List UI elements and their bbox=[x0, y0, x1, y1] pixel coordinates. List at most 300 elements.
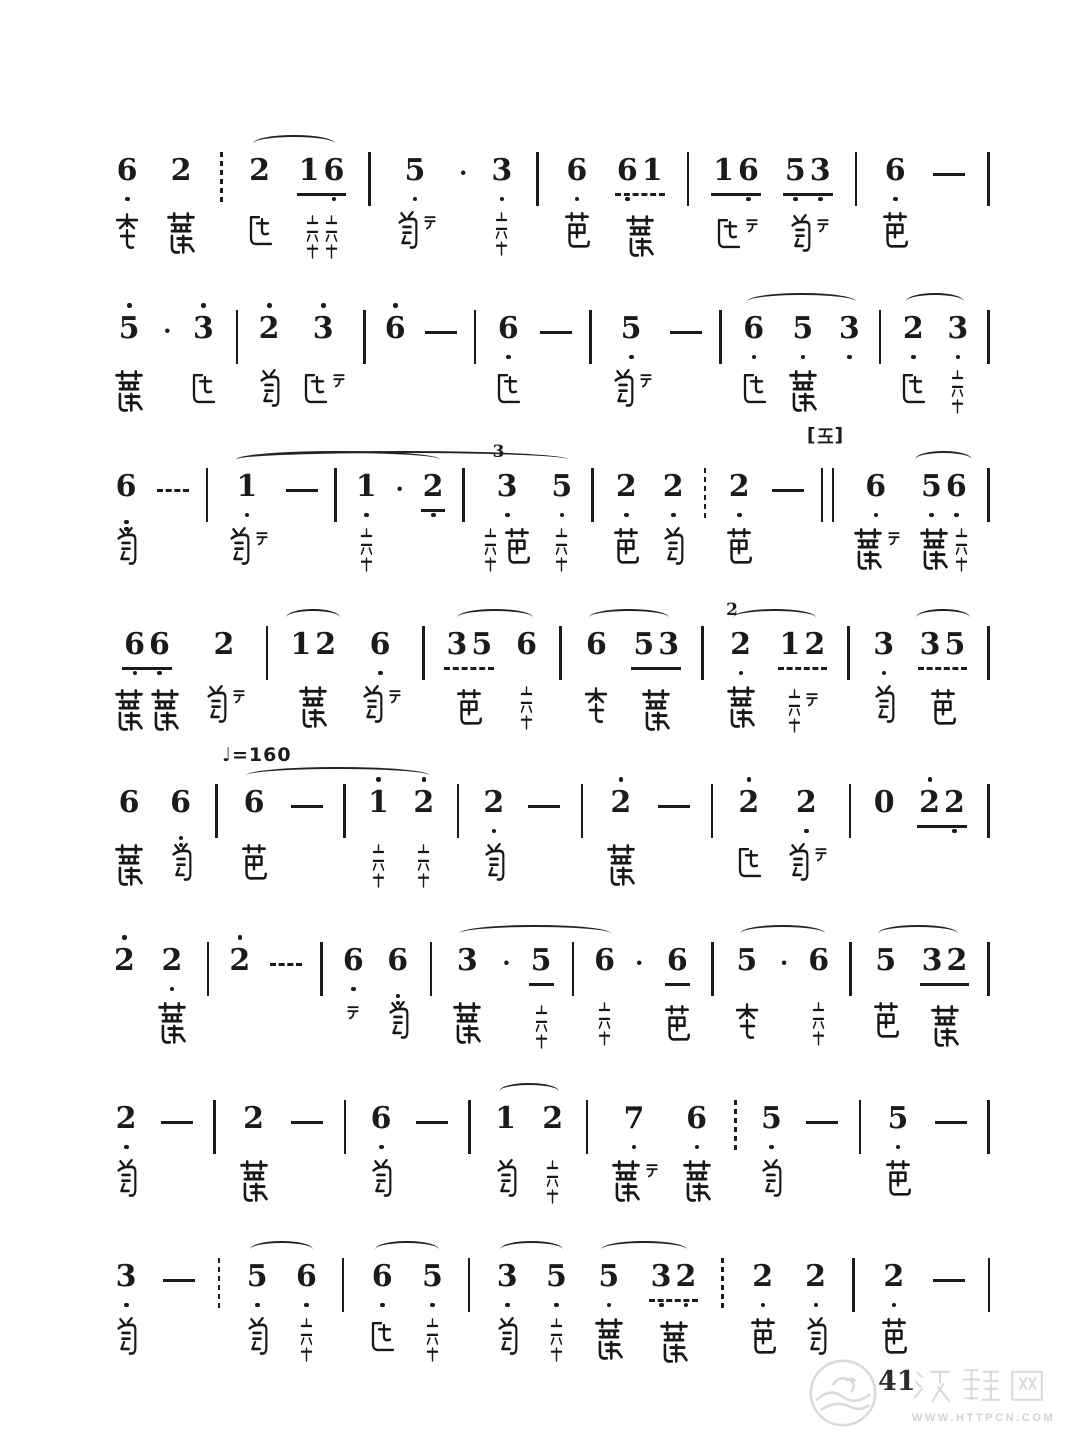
octave-dot-above bbox=[238, 935, 243, 940]
jianpu-note bbox=[117, 310, 142, 351]
jianpu-digit: 6 bbox=[122, 626, 147, 664]
jianpu-note bbox=[421, 468, 446, 512]
score-cell bbox=[870, 626, 898, 747]
tablature-cell bbox=[561, 211, 593, 273]
jianpu-digit: 2 bbox=[881, 1258, 906, 1296]
barline bbox=[849, 784, 852, 838]
score-cell bbox=[933, 1258, 965, 1282]
tablature-cell bbox=[592, 1317, 626, 1379]
score-cell bbox=[163, 310, 171, 352]
octave-dots-below bbox=[179, 836, 184, 841]
jianpu-note bbox=[234, 468, 259, 509]
score-cell bbox=[112, 468, 140, 589]
jianpu-digit: 5 bbox=[759, 1100, 784, 1138]
grace-note: 2 bbox=[726, 600, 738, 620]
jianpu-digit: 2 bbox=[227, 942, 252, 980]
jianpu-digit: 6 bbox=[564, 152, 589, 190]
score-cell bbox=[561, 152, 593, 273]
tablature-glyph bbox=[202, 685, 230, 726]
watermark-url: WWW.HTTPCN.COM bbox=[912, 1412, 1056, 1424]
jianpu-note bbox=[684, 1100, 709, 1141]
tablature-glyph bbox=[112, 211, 142, 252]
barline bbox=[849, 942, 852, 996]
slur-arc bbox=[499, 1083, 559, 1100]
score-cell bbox=[164, 152, 198, 273]
barline bbox=[987, 468, 990, 522]
tablature-glyph bbox=[680, 1159, 714, 1204]
score-cell bbox=[300, 310, 346, 431]
octave-dot-above bbox=[321, 303, 326, 308]
jianpu-note bbox=[366, 784, 391, 825]
jianpu-note bbox=[492, 442, 520, 509]
octave-dot-below bbox=[607, 1303, 612, 1308]
jianpu-note bbox=[726, 600, 753, 667]
tablature-cell bbox=[870, 1001, 902, 1063]
jianpu-digit: 1 bbox=[495, 1101, 516, 1136]
tablature-cell bbox=[245, 211, 275, 273]
octave-dot-below bbox=[364, 513, 369, 518]
jianpu-digit: 1 bbox=[234, 468, 259, 506]
jianpu-digit: 6 bbox=[684, 1100, 709, 1138]
jianpu-note bbox=[370, 1258, 395, 1299]
tablature-glyph bbox=[237, 1159, 271, 1204]
tablature-glyph bbox=[805, 691, 819, 707]
tablature-cell bbox=[167, 843, 195, 905]
tablature-glyph bbox=[604, 843, 638, 888]
tablature-cell bbox=[188, 369, 218, 431]
tablature-glyph bbox=[358, 527, 375, 574]
score-cell bbox=[898, 310, 928, 431]
duration-dash bbox=[161, 1121, 193, 1124]
jianpu-digit: 1 bbox=[298, 153, 320, 188]
tablature-cell bbox=[480, 843, 508, 905]
jianpu-note bbox=[711, 152, 761, 196]
octave-dot-below bbox=[911, 355, 916, 360]
octave-dot-below bbox=[892, 1303, 897, 1308]
score-cell bbox=[395, 468, 403, 510]
slur-arc bbox=[286, 609, 340, 626]
jianpu-digit: 1 bbox=[354, 468, 379, 506]
jianpu-digit: 6 bbox=[516, 627, 538, 662]
slur-arc bbox=[915, 451, 972, 468]
jianpu-note bbox=[168, 784, 193, 825]
tablature-glyph bbox=[112, 369, 146, 414]
jianpu-digit: 6 bbox=[369, 1100, 394, 1138]
tablature-glyph bbox=[358, 685, 386, 726]
jianpu-digit: 6 bbox=[594, 943, 615, 978]
score-cell bbox=[847, 626, 850, 680]
score-cell bbox=[266, 626, 269, 680]
octave-dot-below bbox=[684, 1303, 689, 1308]
jianpu-digit: 2 bbox=[946, 943, 968, 978]
tablature-cell bbox=[927, 688, 959, 750]
jianpu-digit: 7 bbox=[622, 1100, 647, 1138]
jianpu-digit: 3 bbox=[114, 1258, 139, 1296]
tablature-cell bbox=[112, 211, 142, 273]
tablature-cell bbox=[732, 1001, 762, 1063]
octave-dot-above bbox=[122, 935, 127, 940]
tablature-cell bbox=[370, 843, 387, 905]
jianpu-note bbox=[122, 626, 172, 670]
octave-dot-below bbox=[413, 197, 418, 202]
score-cell bbox=[609, 310, 653, 431]
grace-note: 3 bbox=[492, 442, 505, 462]
score-cell bbox=[852, 1258, 855, 1312]
jianpu-digit: 6 bbox=[385, 942, 410, 980]
octave-dot-below bbox=[761, 1303, 766, 1308]
tablature-glyph bbox=[450, 1001, 484, 1046]
tablature-cell bbox=[367, 1317, 397, 1379]
jianpu-note bbox=[736, 784, 761, 825]
jianpu-note bbox=[115, 152, 140, 193]
tablature-glyph bbox=[544, 1159, 561, 1206]
jianpu-note bbox=[945, 310, 970, 351]
tablature-cell bbox=[604, 843, 638, 905]
tablature-glyph bbox=[757, 1159, 785, 1200]
octave-dot-below bbox=[560, 513, 565, 518]
jianpu-digit: 2 bbox=[901, 310, 926, 348]
barline bbox=[572, 942, 575, 996]
score-cell bbox=[988, 1258, 991, 1312]
jianpu-note bbox=[493, 1100, 518, 1141]
octave-dot-below bbox=[847, 355, 852, 360]
tablature-cell bbox=[424, 1317, 441, 1379]
tablature-glyph bbox=[786, 214, 814, 255]
jianpu-digit: 2 bbox=[804, 627, 826, 662]
score-cell bbox=[659, 468, 687, 589]
duration-dash bbox=[270, 963, 302, 966]
score-cell bbox=[163, 1258, 195, 1282]
barline bbox=[987, 1100, 990, 1154]
barline bbox=[704, 468, 707, 522]
tablature-cell bbox=[112, 843, 146, 905]
watermark-char-cheng-icon bbox=[959, 1364, 1001, 1406]
tablature-cell bbox=[112, 688, 182, 750]
score-cell bbox=[780, 942, 788, 984]
score-cell bbox=[851, 468, 901, 589]
tablature-glyph bbox=[384, 1001, 412, 1042]
octave-dot-below bbox=[804, 829, 809, 834]
tablature-cell bbox=[609, 369, 653, 431]
tablature-glyph bbox=[243, 1317, 271, 1358]
barline bbox=[422, 626, 425, 680]
jianpu-note bbox=[873, 942, 898, 983]
tablature-glyph bbox=[112, 688, 146, 733]
watermark-char-wang-icon bbox=[1006, 1364, 1048, 1406]
jianpu-note bbox=[420, 1258, 445, 1299]
jianpu-digit: 2 bbox=[727, 468, 752, 506]
jianpu-digit: 2 bbox=[942, 784, 967, 822]
tablature-glyph bbox=[480, 843, 508, 884]
score-cell bbox=[202, 626, 246, 747]
slur-arc bbox=[253, 135, 335, 152]
tablature-glyph bbox=[661, 1004, 693, 1045]
tablature-cell bbox=[300, 369, 346, 431]
jianpu-note bbox=[489, 152, 514, 193]
jianpu-note bbox=[354, 468, 379, 509]
score-cell bbox=[987, 1100, 990, 1154]
barline bbox=[721, 1258, 724, 1312]
tablature-glyph bbox=[734, 843, 764, 880]
jianpu-digit: 6 bbox=[615, 152, 640, 190]
score-cell bbox=[363, 310, 366, 364]
tablature-glyph bbox=[164, 211, 198, 256]
jianpu-note bbox=[794, 784, 819, 825]
tablature-glyph bbox=[393, 211, 421, 252]
tablature-glyph bbox=[493, 211, 510, 258]
score-cell bbox=[368, 152, 371, 206]
score-cell bbox=[342, 1258, 345, 1312]
jianpu-note bbox=[883, 152, 908, 193]
jianpu-note bbox=[227, 942, 252, 983]
barline bbox=[988, 1258, 991, 1312]
jianpu-digit: 3 bbox=[311, 310, 336, 348]
jianpu-digit: 6 bbox=[383, 310, 408, 348]
octave-dot-below bbox=[170, 987, 175, 992]
tablature-cell bbox=[734, 843, 764, 905]
tablature-glyph bbox=[332, 372, 346, 388]
tablature-glyph bbox=[112, 1159, 140, 1200]
page-footer bbox=[804, 1330, 1064, 1446]
score-cell bbox=[734, 1100, 737, 1154]
jianpu-digit: 3 bbox=[658, 627, 680, 662]
score-cell bbox=[732, 942, 762, 1063]
score-cell bbox=[421, 468, 446, 512]
score-cell bbox=[489, 152, 514, 273]
barline bbox=[206, 468, 209, 522]
octave-dot-below bbox=[500, 197, 505, 202]
tablature-glyph bbox=[657, 1320, 691, 1365]
tablature-glyph bbox=[917, 527, 951, 572]
jianpu-digit: 6 bbox=[586, 627, 607, 662]
tablature-glyph bbox=[747, 1317, 779, 1358]
jianpu-digit: 5 bbox=[783, 152, 808, 190]
octave-dot-below bbox=[431, 513, 436, 518]
tablature-cell bbox=[544, 1159, 561, 1221]
octave-dot-below bbox=[351, 987, 356, 992]
barline bbox=[847, 626, 850, 680]
jianpu-digit: 5 bbox=[790, 310, 815, 348]
tablature-cell bbox=[786, 214, 830, 276]
barline bbox=[344, 1100, 347, 1154]
octave-dot-below bbox=[896, 1145, 901, 1150]
score-cell bbox=[917, 468, 970, 589]
jianpu-note bbox=[245, 1258, 270, 1299]
jianpu-digit: 3 bbox=[446, 627, 468, 662]
score-cell bbox=[631, 626, 681, 750]
tablature-cell bbox=[949, 369, 966, 431]
jianpu-note bbox=[247, 152, 272, 193]
score-cell bbox=[188, 310, 218, 431]
slur-arc bbox=[457, 609, 533, 626]
score-cell bbox=[236, 310, 239, 364]
tablature-cell bbox=[786, 688, 819, 750]
barline bbox=[213, 1100, 216, 1154]
jianpu-digit: 5 bbox=[549, 468, 574, 506]
octave-dot-below bbox=[671, 513, 676, 518]
tablature-glyph bbox=[953, 527, 970, 574]
jianpu-note bbox=[212, 626, 237, 667]
jianpu-note bbox=[920, 942, 970, 986]
slur-arc bbox=[747, 293, 856, 310]
score-cell bbox=[270, 942, 302, 966]
tablature-cell bbox=[164, 211, 198, 273]
slur-arc bbox=[589, 609, 669, 626]
barline bbox=[734, 1100, 737, 1154]
octave-dot-below bbox=[625, 197, 630, 202]
jianpu-digit: 5 bbox=[403, 152, 428, 190]
duration-dash bbox=[933, 1279, 965, 1282]
score-cell bbox=[411, 784, 436, 905]
score-cell bbox=[112, 942, 137, 983]
score-cell bbox=[649, 1258, 699, 1382]
duration-dash bbox=[425, 331, 457, 334]
score-cell bbox=[155, 942, 189, 1063]
jianpu-note bbox=[790, 310, 815, 351]
jianpu-digit: 2 bbox=[257, 310, 282, 348]
score-cell bbox=[704, 468, 707, 522]
score-cell bbox=[609, 1100, 659, 1221]
score-cell bbox=[806, 1100, 838, 1124]
score-cell bbox=[559, 626, 562, 680]
barline bbox=[987, 784, 990, 838]
jianpu-digit: 3 bbox=[837, 310, 862, 348]
system-row bbox=[112, 310, 990, 462]
score-cell bbox=[589, 310, 592, 364]
jianpu-note bbox=[241, 1100, 266, 1141]
score-cell bbox=[457, 784, 460, 838]
score-cell bbox=[393, 152, 437, 273]
score-cell bbox=[334, 468, 337, 522]
tablature-cell bbox=[810, 1001, 827, 1063]
tablature-cell bbox=[724, 685, 758, 747]
score-cell bbox=[291, 1100, 323, 1124]
system-row bbox=[112, 152, 990, 304]
tablature-glyph bbox=[245, 211, 275, 248]
barline bbox=[334, 468, 337, 522]
jianpu-digit: 2 bbox=[411, 784, 436, 822]
score-cell bbox=[112, 784, 146, 905]
tablature-cell bbox=[639, 688, 673, 750]
score-cell bbox=[422, 626, 425, 680]
score-cell bbox=[367, 1258, 397, 1379]
barline bbox=[218, 1258, 221, 1312]
jianpu-digit: 2 bbox=[674, 1258, 699, 1296]
octave-dot-below bbox=[737, 513, 742, 518]
score-cell bbox=[540, 1100, 565, 1221]
tablature-glyph bbox=[882, 1159, 914, 1200]
jianpu-digit: 5 bbox=[875, 943, 897, 978]
barline bbox=[687, 152, 690, 206]
jianpu-note bbox=[311, 310, 336, 351]
tablature-cell bbox=[610, 527, 642, 589]
score-cell bbox=[987, 468, 990, 522]
tablature-cell bbox=[518, 685, 535, 747]
jianpu-digit: 2 bbox=[803, 1258, 828, 1296]
score-cell bbox=[358, 626, 402, 747]
tablature-cell bbox=[747, 1317, 779, 1379]
jianpu-digit: 2 bbox=[249, 153, 271, 188]
tablature-glyph bbox=[724, 685, 758, 730]
duration-dash bbox=[416, 1121, 448, 1124]
tablature-cell bbox=[623, 214, 657, 276]
tablature-glyph bbox=[810, 1001, 827, 1048]
score-cell bbox=[917, 784, 967, 828]
barline bbox=[859, 1100, 862, 1154]
augmentation-dot: · bbox=[502, 948, 511, 977]
score-cell bbox=[291, 784, 323, 808]
tablature-glyph bbox=[255, 369, 283, 410]
score-cell bbox=[425, 310, 457, 334]
jianpu-note bbox=[496, 310, 521, 351]
duration-dash bbox=[658, 805, 690, 808]
octave-dot-below bbox=[157, 671, 162, 676]
jianpu-note bbox=[919, 468, 969, 509]
jianpu-note bbox=[294, 1258, 319, 1299]
jianpu-note bbox=[665, 942, 690, 986]
jianpu-note bbox=[759, 1100, 784, 1141]
score-cell bbox=[341, 942, 366, 1063]
score-cell bbox=[344, 1100, 347, 1154]
tablature-glyph bbox=[739, 369, 769, 406]
jianpu-digit: 6 bbox=[294, 1258, 319, 1296]
duration-dash bbox=[935, 1121, 967, 1124]
barline bbox=[220, 152, 223, 206]
jianpu-digit: 5 bbox=[736, 943, 758, 978]
octave-dot-above bbox=[201, 303, 206, 308]
barline bbox=[468, 1100, 471, 1154]
tablature-glyph bbox=[155, 1001, 189, 1046]
barline bbox=[430, 942, 433, 996]
jianpu-digit: 2 bbox=[159, 942, 184, 980]
barline bbox=[855, 152, 858, 206]
jianpu-note bbox=[886, 1100, 911, 1141]
score-cell bbox=[592, 1258, 626, 1379]
jianpu-digit: 1 bbox=[713, 153, 735, 188]
score-cell bbox=[591, 468, 594, 522]
score-cell bbox=[987, 626, 990, 680]
jianpu-note bbox=[549, 468, 574, 509]
octave-dot-below bbox=[505, 513, 510, 518]
score-cell bbox=[879, 152, 911, 273]
tablature-glyph bbox=[255, 530, 269, 546]
duration-dash bbox=[772, 489, 804, 492]
jianpu-digit: 6 bbox=[115, 152, 140, 190]
tablature-glyph bbox=[388, 688, 402, 704]
duration-dash bbox=[933, 173, 965, 176]
barline bbox=[342, 1258, 345, 1312]
octave-dot-below bbox=[124, 1145, 129, 1150]
jianpu-note bbox=[872, 784, 897, 825]
score-cell bbox=[367, 1100, 395, 1221]
jianpu-digit: 5 bbox=[633, 627, 655, 662]
score-cell bbox=[918, 626, 968, 750]
jianpu-note bbox=[112, 942, 137, 983]
barline bbox=[591, 468, 594, 522]
watermark-char-han-icon bbox=[912, 1364, 954, 1406]
duration-dash bbox=[291, 805, 323, 808]
barline bbox=[987, 942, 990, 996]
jianpu-note bbox=[540, 1100, 565, 1141]
jianpu-note bbox=[495, 1258, 520, 1299]
jianpu-digit: 6 bbox=[741, 310, 766, 348]
tablature-glyph bbox=[148, 688, 182, 733]
jianpu-note bbox=[778, 626, 828, 670]
jianpu-note bbox=[881, 1258, 906, 1299]
score-cell bbox=[987, 152, 990, 206]
jianpu-digit: 0 bbox=[873, 785, 895, 820]
jianpu-digit: 6 bbox=[114, 468, 139, 506]
